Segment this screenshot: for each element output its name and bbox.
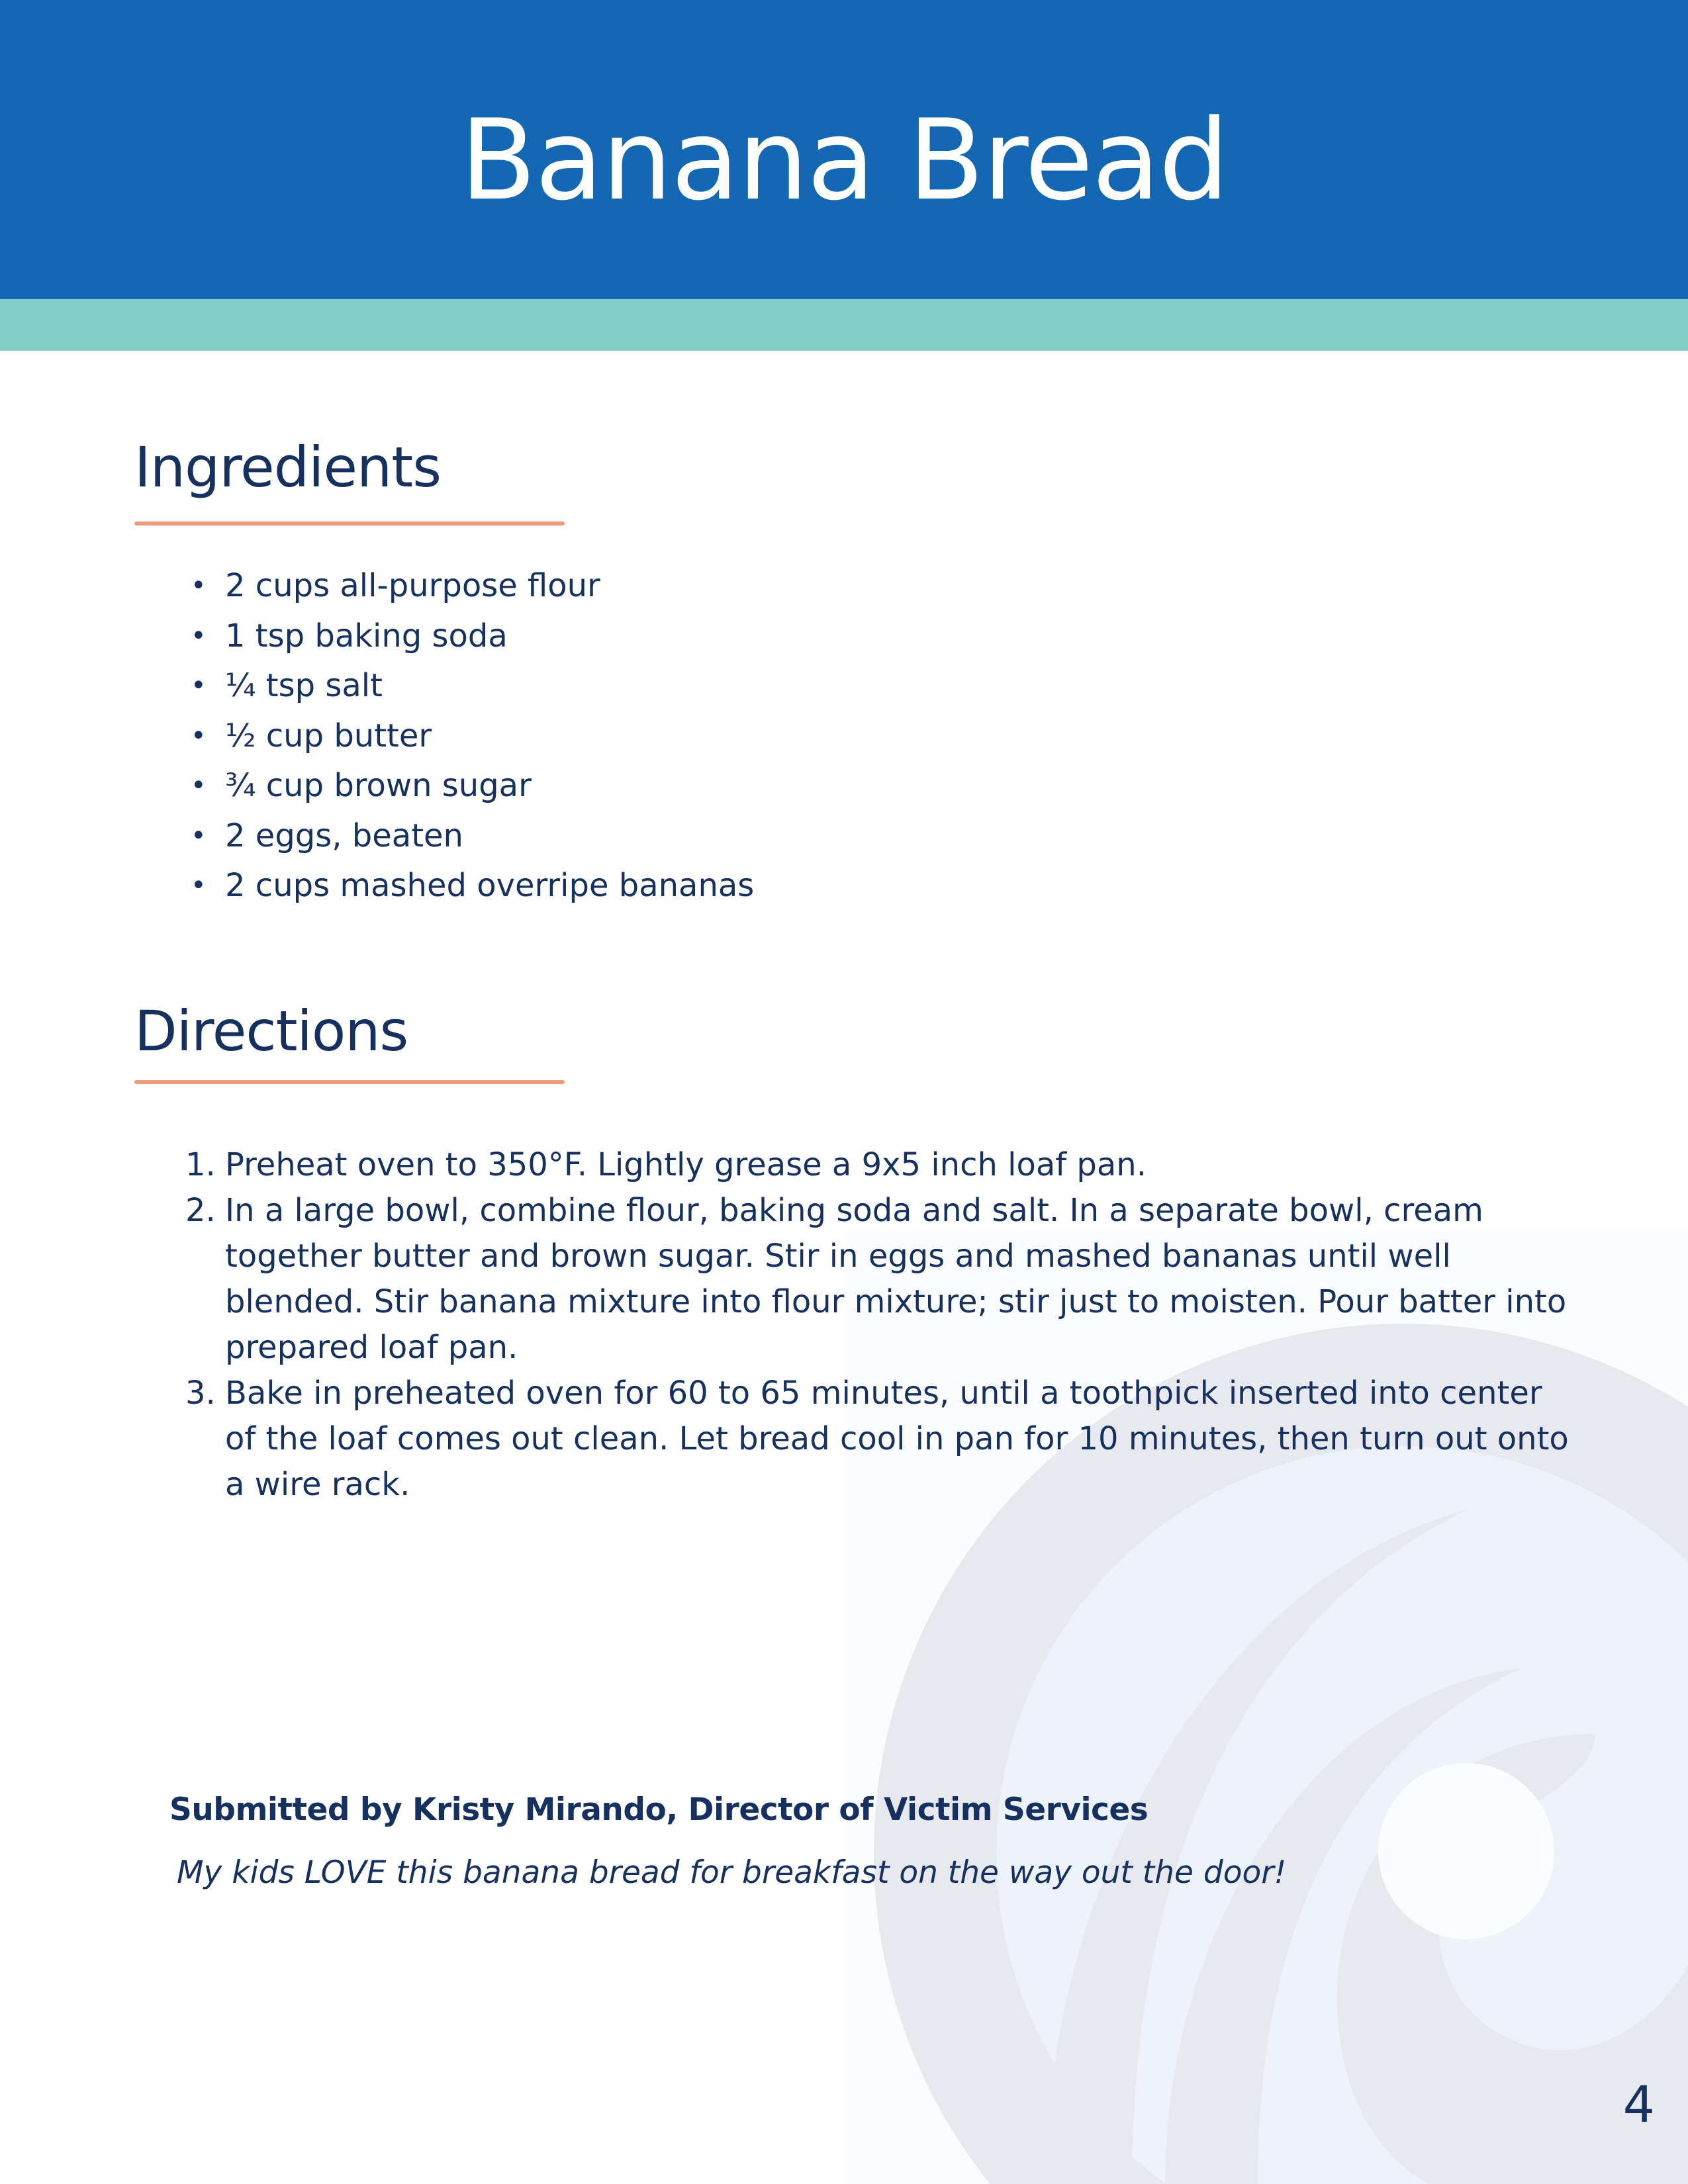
- step-number: 2.: [185, 1192, 216, 1229]
- page-number: 4: [1622, 2075, 1655, 2134]
- directions-heading: Directions: [134, 999, 408, 1064]
- ingredient-text: ½ cup butter: [225, 717, 432, 754]
- submitter-quote: My kids LOVE this banana bread for breakfast on the way out the door!: [177, 1854, 1287, 1891]
- direction-step: [185, 1188, 1575, 1371]
- accent-stripe: [0, 299, 1688, 351]
- step-text: Preheat oven to 350°F. Lightly grease a 9x5 inch loaf pan.: [225, 1146, 1147, 1183]
- ingredient-text: 2 cups mashed overripe bananas: [225, 867, 755, 904]
- list-item: [185, 861, 754, 911]
- list-item: [185, 711, 754, 762]
- ingredients-divider: [134, 522, 565, 525]
- step-number: 1.: [185, 1146, 216, 1183]
- bullet-icon: •: [191, 620, 207, 651]
- bullet-icon: •: [191, 820, 207, 851]
- bullet-icon: •: [191, 770, 207, 801]
- ingredients-heading: Ingredients: [134, 435, 441, 500]
- list-item: [185, 561, 754, 612]
- ingredient-text: 2 cups all-purpose flour: [225, 567, 600, 604]
- list-item: [185, 661, 754, 711]
- direction-step: [185, 1371, 1575, 1508]
- submitted-by: Submitted by Kristy Mirando, Director of Victim Services: [169, 1792, 1149, 1828]
- ingredients-list: [185, 561, 754, 911]
- ingredient-text: ¼ tsp salt: [225, 667, 383, 704]
- list-item: [185, 811, 754, 862]
- bullet-icon: •: [191, 570, 207, 601]
- bullet-icon: •: [191, 670, 207, 701]
- ingredient-text: 1 tsp baking soda: [225, 617, 508, 655]
- bullet-icon: •: [191, 870, 207, 901]
- step-number: 3.: [185, 1375, 216, 1412]
- ingredient-text: 2 eggs, beaten: [225, 817, 463, 854]
- bullet-icon: •: [191, 720, 207, 751]
- directions-list: [185, 1142, 1575, 1508]
- page-title: Banana Bread: [459, 95, 1229, 225]
- ingredient-text: ¾ cup brown sugar: [225, 767, 532, 804]
- directions-divider: [134, 1080, 565, 1084]
- list-item: [185, 612, 754, 662]
- step-text: In a large bowl, combine flour, baking soda and salt. In a separate bowl, cream together butter and brown sugar. Stir in eggs and mashed bananas until well blended. Stir banana mixture into flour mixture; stir just to moisten. Pour batter into prepared loaf pan.: [225, 1192, 1567, 1366]
- direction-step: [185, 1142, 1575, 1188]
- step-text: Bake in preheated oven for 60 to 65 minutes, until a toothpick inserted into center of the loaf comes out clean. Let bread cool in pan for 10 minutes, then turn out onto a wire rack.: [225, 1375, 1569, 1503]
- list-item: [185, 761, 754, 811]
